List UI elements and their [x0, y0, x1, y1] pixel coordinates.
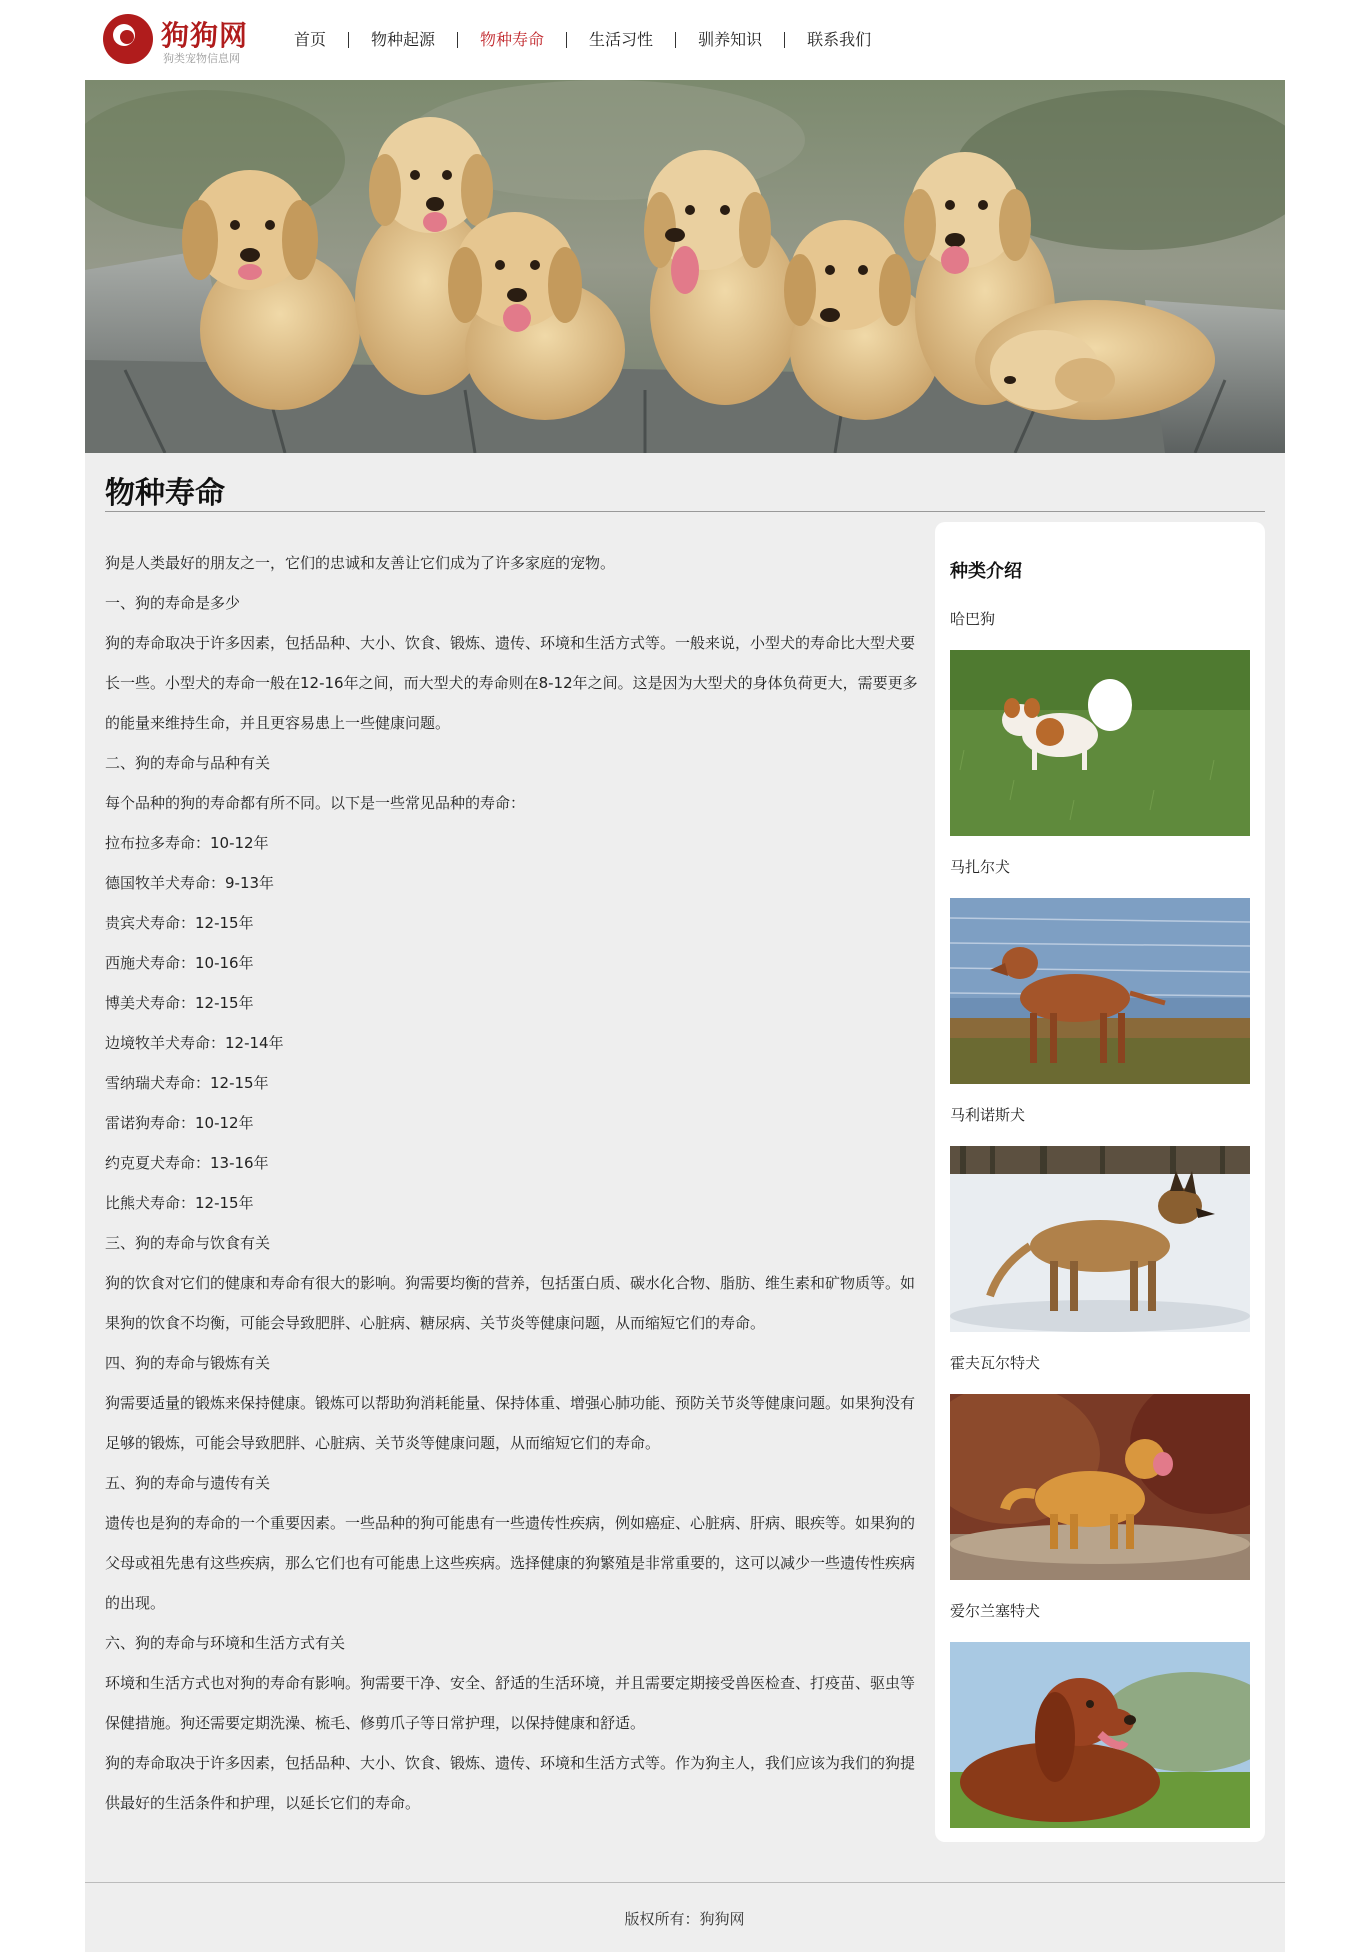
nav-separator [457, 32, 458, 48]
article-paragraph: 每个品种的狗的寿命都有所不同。以下是一些常见品种的寿命： [105, 794, 526, 812]
title-divider [105, 511, 1265, 512]
lifespan-item: 德国牧羊犬寿命：9-13年 [105, 874, 275, 892]
nav-separator [675, 32, 676, 48]
lifespan-item: 博美犬寿命：12-15年 [105, 994, 254, 1012]
logo-icon [103, 14, 153, 64]
breed-photo-vizsla[interactable] [950, 898, 1250, 1084]
article-heading: 一、狗的寿命是多少 [105, 594, 241, 612]
breed-photo-pug[interactable] [950, 650, 1250, 836]
breed-name-hovawart[interactable]: 霍夫瓦尔特犬 [950, 1354, 1041, 1372]
lifespan-item: 雷诺狗寿命：10-12年 [105, 1114, 254, 1132]
article-heading: 三、狗的寿命与饮食有关 [105, 1234, 271, 1252]
breed-name-pug[interactable]: 哈巴狗 [950, 610, 996, 628]
hero-banner-puppies [85, 80, 1285, 453]
article-paragraph: 狗的寿命取决于许多因素，包括品种、大小、饮食、锻炼、遗传、环境和生活方式等。一般来说，小型犬的寿命比大型犬要长一些。小型犬的寿命一般在12-16年之间，而大型犬的寿命则在8-12年之间。这是因为大型犬的身体负荷更大，需要更多的能量来维持生命，并且更容易患上一些健康问题。 [105, 634, 918, 732]
nav-contact-us[interactable]: 联系我们 [807, 30, 872, 49]
sidebar-title: 种类介绍 [950, 561, 1022, 582]
nav-species-origin[interactable]: 物种起源 [371, 30, 436, 49]
article-heading: 五、狗的寿命与遗传有关 [105, 1474, 271, 1492]
breed-photo-hovawart[interactable] [950, 1394, 1250, 1580]
lifespan-item: 边境牧羊犬寿命：12-14年 [105, 1034, 284, 1052]
lifespan-item: 雪纳瑞犬寿命：12-15年 [105, 1074, 269, 1092]
breed-photo-irish-setter[interactable] [950, 1642, 1250, 1828]
lifespan-item: 贵宾犬寿命：12-15年 [105, 914, 254, 932]
article-paragraph: 狗是人类最好的朋友之一，它们的忠诚和友善让它们成为了许多家庭的宠物。 [105, 554, 616, 572]
nav-separator [566, 32, 567, 48]
article-heading: 四、狗的寿命与锻炼有关 [105, 1354, 271, 1372]
nav-separator [784, 32, 785, 48]
site-logo[interactable] [103, 12, 263, 68]
logo-subtitle: 狗类宠物信息网 [163, 52, 240, 65]
article-heading: 六、狗的寿命与环境和生活方式有关 [105, 1634, 346, 1652]
site-header [0, 0, 1369, 80]
lifespan-item: 西施犬寿命：10-16年 [105, 954, 254, 972]
copyright-text: 版权所有：狗狗网 [624, 1910, 745, 1928]
lifespan-item: 比熊犬寿命：12-15年 [105, 1194, 254, 1212]
article-paragraph: 环境和生活方式也对狗的寿命有影响。狗需要干净、安全、舒适的生活环境，并且需要定期接受兽医检查、打疫苗、驱虫等保健措施。狗还需要定期洗澡、梳毛、修剪爪子等日常护理，以保持健康和舒适。 [105, 1674, 916, 1732]
breed-name-irish-setter[interactable]: 爱尔兰塞特犬 [950, 1602, 1041, 1620]
article-paragraph: 狗的饮食对它们的健康和寿命有很大的影响。狗需要均衡的营养，包括蛋白质、碳水化合物、脂肪、维生素和矿物质等。如果狗的饮食不均衡，可能会导致肥胖、心脏病、糖尿病、关节炎等健康问题，从而缩短它们的寿命。 [105, 1274, 916, 1332]
lifespan-item: 拉布拉多寿命：10-12年 [105, 834, 269, 852]
page-title: 物种寿命 [105, 476, 225, 511]
breed-sidebar [935, 522, 1265, 1842]
footer-divider [85, 1882, 1285, 1883]
nav-separator [348, 32, 349, 48]
breed-name-malinois[interactable]: 马利诺斯犬 [950, 1106, 1026, 1124]
nav-training-knowledge[interactable]: 驯养知识 [698, 30, 763, 49]
article-heading: 二、狗的寿命与品种有关 [105, 754, 271, 772]
article-paragraph: 狗需要适量的锻炼来保持健康。锻炼可以帮助狗消耗能量、保持体重、增强心肺功能、预防关节炎等健康问题。如果狗没有足够的锻炼，可能会导致肥胖、心脏病、关节炎等健康问题，从而缩短它们的寿命。 [105, 1394, 916, 1452]
nav-home[interactable]: 首页 [294, 30, 327, 49]
article-body [105, 543, 923, 1823]
article-paragraph: 狗的寿命取决于许多因素，包括品种、大小、饮食、锻炼、遗传、环境和生活方式等。作为狗主人，我们应该为我们的狗提供最好的生活条件和护理，以延长它们的寿命。 [105, 1754, 916, 1812]
logo-title: 狗狗网 [161, 19, 249, 52]
article-paragraph: 遗传也是狗的寿命的一个重要因素。一些品种的狗可能患有一些遗传性疾病，例如癌症、心脏病、肝病、眼疾等。如果狗的父母或祖先患有这些疾病，那么它们也有可能患上这些疾病。选择健康的狗繁殖是非常重要的，这可以减少一些遗传性疾病的出现。 [105, 1514, 916, 1612]
footer-copyright [0, 1908, 1369, 1929]
lifespan-item: 约克夏犬寿命：13-16年 [105, 1154, 269, 1172]
breed-photo-malinois[interactable] [950, 1146, 1250, 1332]
breed-name-vizsla[interactable]: 马扎尔犬 [950, 858, 1011, 876]
main-nav [294, 28, 871, 52]
nav-living-habits[interactable]: 生活习性 [589, 30, 654, 49]
nav-species-lifespan[interactable]: 物种寿命 [480, 30, 545, 49]
